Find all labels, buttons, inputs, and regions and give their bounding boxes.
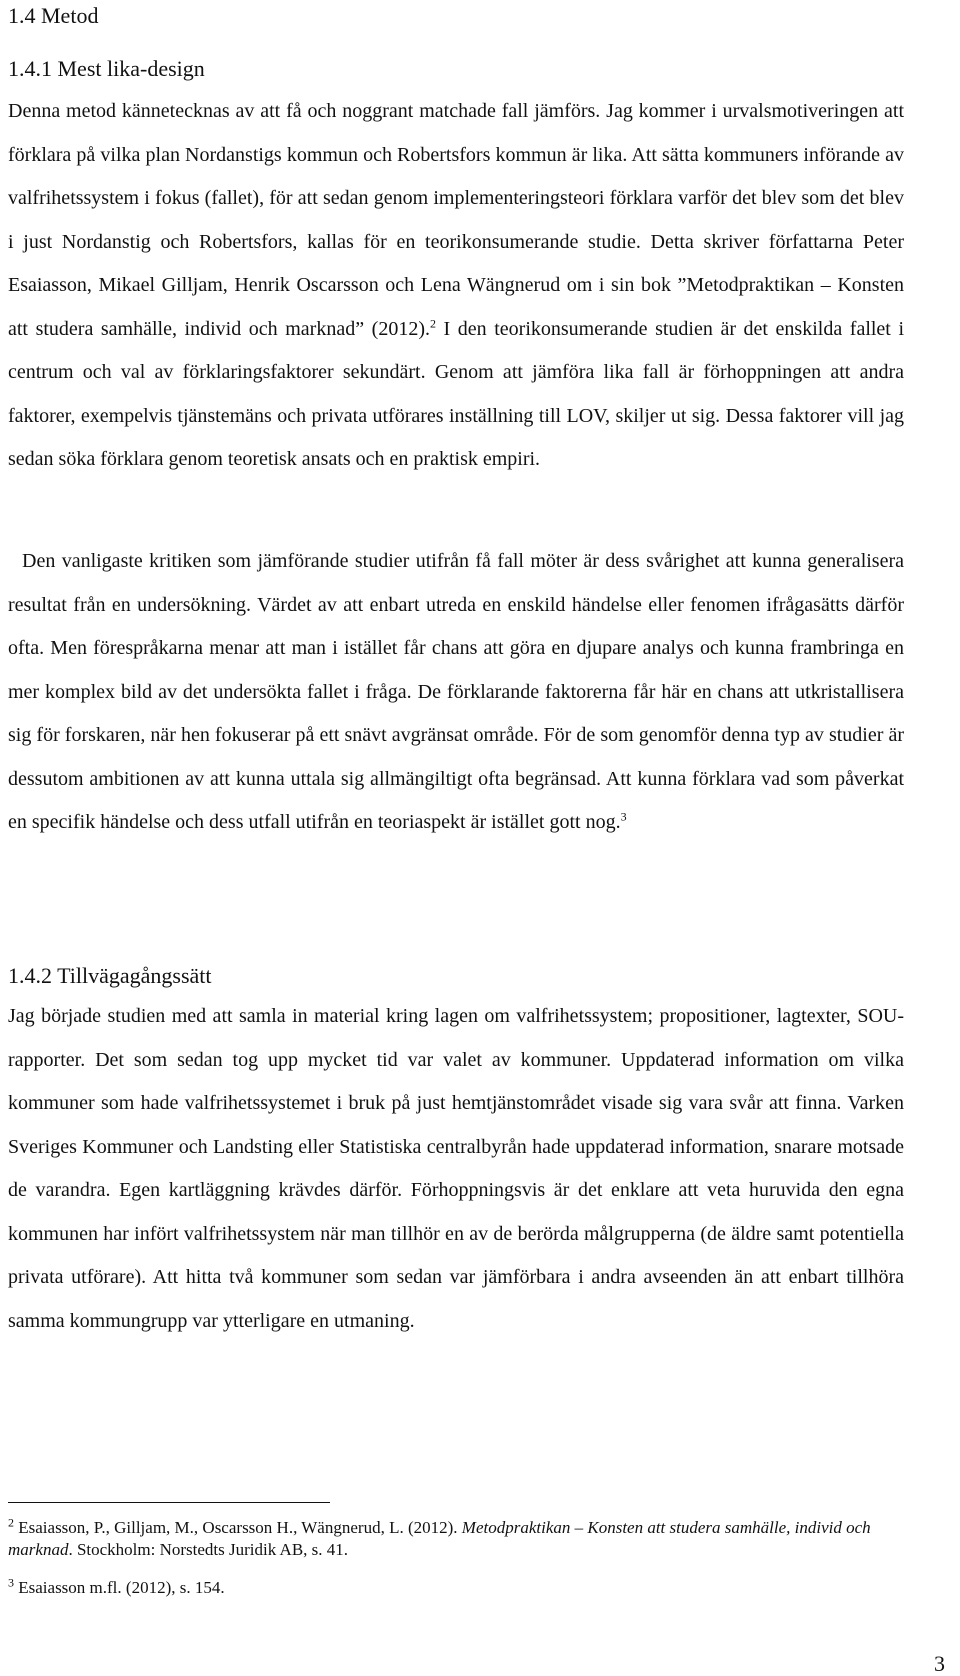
footnote-3-text: Esaiasson m.fl. (2012), s. 154. xyxy=(14,1578,225,1597)
section-heading: 1.4 Metod xyxy=(8,3,99,28)
paragraph-3: Jag började studien med att samla in material kring lagen om valfrihetssystem; propositioner, lagtexter, SOU-rapporter. Det som sedan tog upp mycket tid var valet av kommuner. Uppdaterad information om vilka kommuner som hade valfrihetssystemet i bruk på just hemtjänstområdet visade sig vara svår att finna. Varken Sveriges Kommuner och Landsting eller Statistiska centralbyrån hade uppdaterad information, snarare motsade de varandra. Egen kartläggning krävdes därför. Förhoppningsvis är det enklare att veta huruvida den egna kommunen har infört valfrihetssystem när man tillhör en av de berörda målgrupperna (de äldre samt potentiella privata utförare). Att hitta två kommuner som sedan var jämförbara i andra avseenden än att enbart tillhöra samma kommungrupp var ytterligare en utmaning. xyxy=(8,1005,904,1332)
footnote-3 xyxy=(8,1577,908,1599)
footnote-2-title: Metodpraktikan – Konsten att studera samhälle, individ och marknad xyxy=(8,1518,871,1559)
page-number: 3 xyxy=(934,1651,945,1676)
footnote-2-text-a: Esaiasson, P., Gilljam, M., Oscarsson H., Wängnerud, L. (2012). xyxy=(14,1518,462,1537)
subsection-heading-2: 1.4.2 Tillvägagångssätt xyxy=(8,963,212,988)
footnote-ref-3: 3 xyxy=(620,809,627,824)
paragraph-1-text-a: Denna metod kännetecknas av att få och noggrant matchade fall jämförs. Jag kommer i urvalsmotiveringen att förklara på vilka plan Nordanstigs kommun och Robertsfors kommun är lika. Att sätta kommuners införande av valfrihetssystem i fokus (fallet), för att sedan genom implementeringsteori förklara varför det blev som det blev i just Nordanstig och Robertsfors, kallas för en teorikonsumerande studie. Detta skriver författarna Peter Esaiasson, Mikael Gilljam, Henrik Oscarsson och Lena Wängnerud om i sin bok ”Metodpraktikan – Konsten att studera samhälle, individ och marknad” (2012). xyxy=(8,100,904,340)
paragraph-1 xyxy=(8,90,904,482)
paragraph-2-text: Den vanligaste kritiken som jämförande studier utifrån få fall möter är dess svårighet att kunna generalisera resultat från en undersökning. Värdet av att enbart utreda en enskild händelse eller fenomen ifrågasätts därför ofta. Men förespråkarna menar att man i istället får chans att göra en djupare analys och kunna frambringa en mer komplex bild av det undersökta fallet i fråga. De förklarande faktorerna får här en chans att utkristallisera sig för forskaren, när hen fokuserar på ett snävt avgränsat område. För de som genomför denna typ av studier är dessutom ambitionen av att kunna uttala sig allmängiltigt ofta begränsad. Att kunna förklara vad som påverkat en specifik händelse och dess utfall utifrån en teoriaspekt är istället gott nog. xyxy=(8,550,904,833)
footnote-ref-2: 2 xyxy=(429,315,436,330)
footnote-divider xyxy=(8,1502,330,1503)
subsection-heading-1: 1.4.1 Mest lika-design xyxy=(8,56,205,81)
footnote-2 xyxy=(8,1517,908,1561)
footnote-3-number: 3 xyxy=(8,1575,14,1590)
paragraph-1-text-b: I den teorikonsumerande studien är det enskilda fallet i centrum och val av förklaringsfaktorer sekundärt. Genom att jämföra lika fall är förhoppningen att andra faktorer, exempelvis tjänstemäns och privata utförares inställning till LOV, skiljer ut sig. Dessa faktorer vill jag sedan söka förklara genom teoretisk ansats och en praktisk empiri. xyxy=(8,317,904,470)
paragraph-2 xyxy=(8,540,904,845)
footnote-2-text-b: . Stockholm: Norstedts Juridik AB, s. 41. xyxy=(68,1540,349,1559)
footnote-2-number: 2 xyxy=(8,1515,14,1530)
